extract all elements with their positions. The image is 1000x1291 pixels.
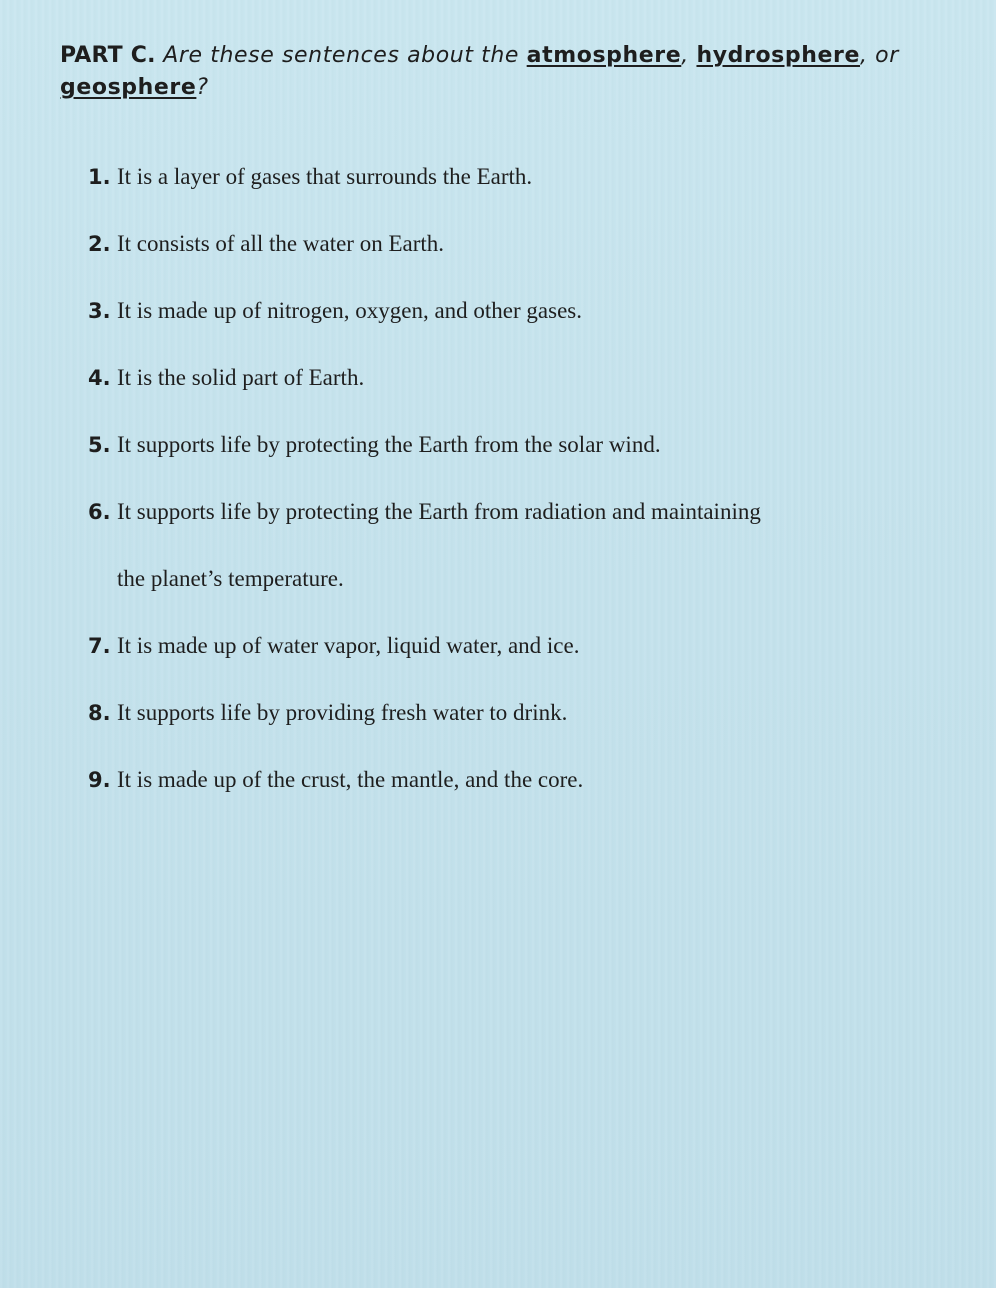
separator-1: , [681,43,689,68]
term-hydrosphere: hydrosphere [696,43,860,68]
question-text: It is made up of the crust, the mantle, and the core. [117,767,584,792]
question-text-continuation: the planet’s temperature. [117,566,344,591]
heading-prompt [60,43,899,100]
question-number: 8. [88,701,111,725]
term-geosphere: geosphere [60,75,197,100]
heading-end: ? [196,75,209,100]
question-item [88,361,928,395]
question-text: It is the solid part of Earth. [117,365,365,390]
question-number: 3. [88,299,111,323]
question-text: It supports life by providing fresh water to drink. [117,700,568,725]
question-number: 7. [88,634,111,658]
question-number: 9. [88,768,111,792]
question-text: It is a layer of gases that surrounds the Earth. [117,164,533,189]
question-text: It supports life by protecting the Earth from radiation and maintaining [117,499,761,524]
question-item [88,428,928,462]
question-item [88,227,928,261]
question-text: It is made up of water vapor, liquid water, and ice. [117,633,580,658]
part-label: PART C. [60,43,156,68]
question-item [88,763,928,797]
question-item [88,629,928,663]
section-heading [60,40,940,104]
prompt-text: Are these sentences about the [163,43,520,68]
question-item [88,495,928,596]
question-list [88,160,928,830]
question-text: It is made up of nitrogen, oxygen, and other gases. [117,298,582,323]
question-number: 5. [88,433,111,457]
question-number: 6. [88,500,111,524]
question-number: 2. [88,232,111,256]
question-number: 1. [88,165,111,189]
question-item [88,696,928,730]
question-item [88,294,928,328]
term-atmosphere: atmosphere [526,43,682,68]
question-text: It consists of all the water on Earth. [117,231,445,256]
separator-2: , or [859,43,899,68]
question-number: 4. [88,366,111,390]
question-item [88,160,928,194]
question-text: It supports life by protecting the Earth from the solar wind. [117,432,661,457]
